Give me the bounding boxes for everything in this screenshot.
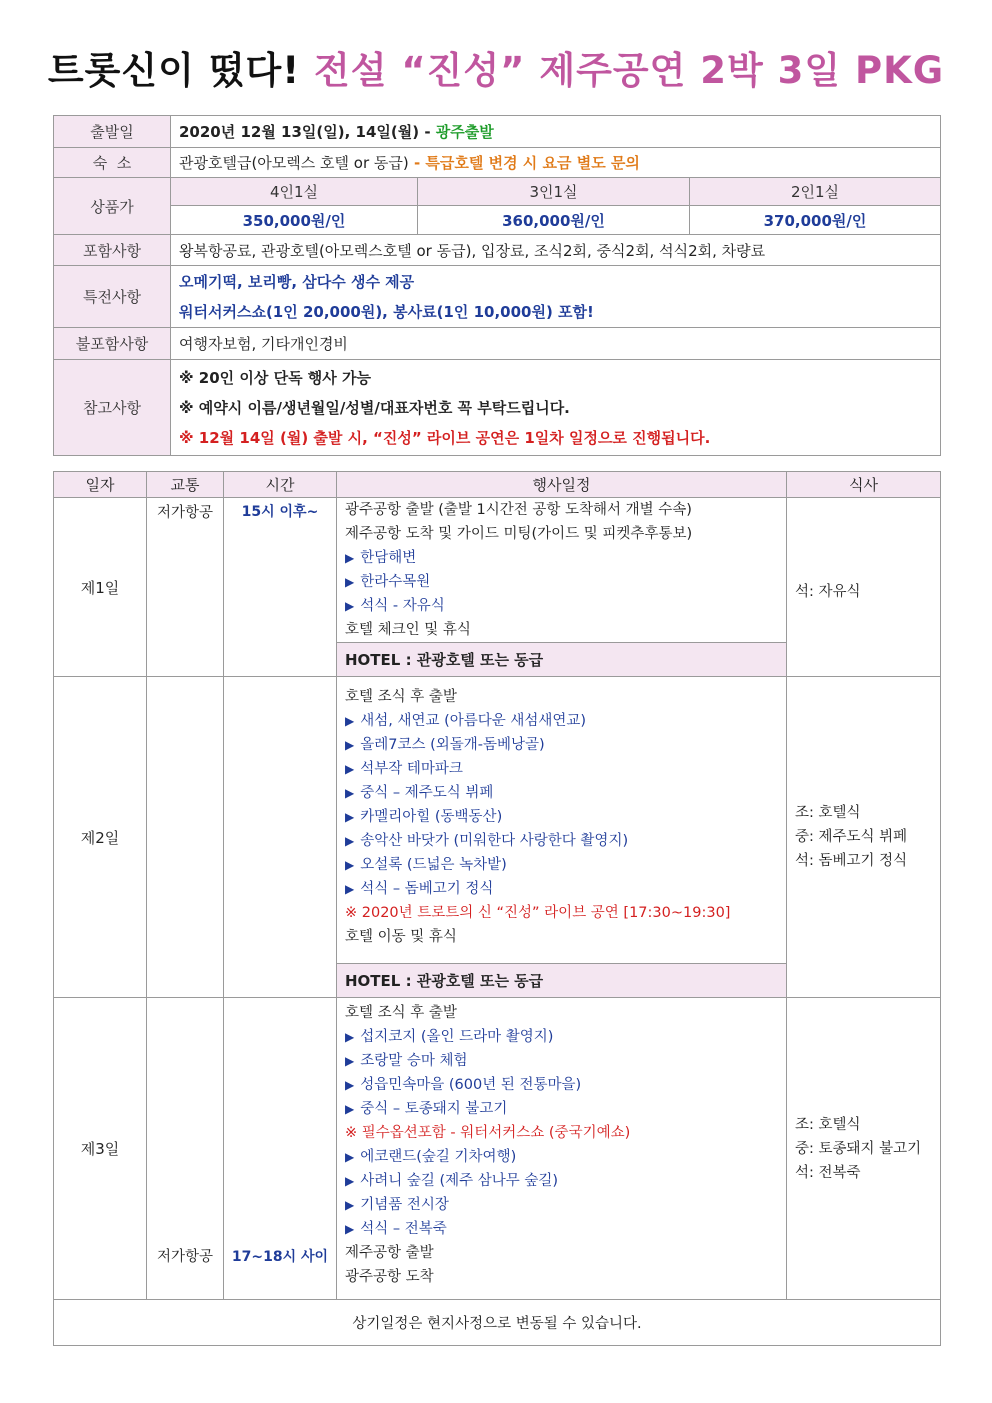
day3-meal-breakfast: 조: 호텔식 — [795, 1116, 861, 1133]
day2-item: 호텔 조식 후 출발 — [345, 689, 457, 705]
day2-hotel: HOTEL : 관광호텔 또는 동급 — [337, 964, 787, 998]
lodging-text: 관광호텔급(아모렉스 호텔 or 동급) — [179, 154, 409, 172]
day1-item: ▶ 한라수목원 — [345, 574, 431, 590]
departure-dates: 2020년 12월 13일(일), 14일(월) — [179, 123, 420, 141]
day2-item: ▶ 새섬, 새연교 (아름다운 새섬새연교) — [345, 713, 587, 729]
special-value — [171, 266, 941, 328]
day2-item: ▶ 석부작 테마파크 — [345, 761, 463, 777]
departure-label: 출발일 — [54, 116, 171, 148]
lodging-value — [171, 148, 941, 178]
day1-itinerary — [337, 498, 787, 643]
arrow-icon: ▶ — [345, 738, 355, 752]
day2-item: ▶ 석식 – 돔베고기 정식 — [345, 881, 494, 897]
day2-concert: ※ 2020년 트로트의 신 “진성” 라이브 공연 [17:30~19:30] — [345, 905, 731, 921]
title-sub: 전설 “진성” 제주공연 2박 3일 PKG — [314, 49, 945, 92]
header-time: 시간 — [224, 472, 337, 498]
price-value-2: 370,000원/인 — [690, 206, 941, 235]
arrow-icon: ▶ — [345, 1078, 355, 1092]
arrow-icon: ▶ — [345, 575, 355, 589]
day2-item: ▶ 올레7코스 (외돌개-돔베낭골) — [345, 737, 545, 753]
arrow-icon: ▶ — [345, 714, 355, 728]
itinerary-table — [53, 471, 941, 1346]
day2-meals — [787, 677, 941, 998]
arrow-icon: ▶ — [345, 1102, 355, 1116]
day3-label: 제3일 — [54, 998, 147, 1300]
day2-item: ▶ 오설록 (드넓은 녹차밭) — [345, 857, 507, 873]
day1-item: 제주공항 도착 및 가이드 미팅(가이드 및 피켓추후통보) — [345, 526, 693, 542]
day3-item: ▶ 사려니 숲길 (제주 삼나무 숲길) — [345, 1173, 559, 1189]
price-room-2: 2인1실 — [690, 178, 941, 206]
arrow-icon: ▶ — [345, 551, 355, 565]
day1-item: 호텔 체크인 및 휴식 — [345, 622, 471, 638]
notes-line-2: ※ 예약시 이름/생년월일/성별/대표자번호 꼭 부탁드립니다. — [179, 398, 570, 417]
day2-time — [224, 677, 337, 998]
day3-meal-dinner: 석: 전복죽 — [795, 1164, 861, 1181]
day3-transport: 저가항공 — [147, 998, 224, 1300]
departure-sep: - — [419, 123, 436, 141]
day2-label: 제2일 — [54, 677, 147, 998]
day3-item: ▶ 석식 – 전복죽 — [345, 1221, 447, 1237]
title-main: 트롯신이 떴다! — [47, 49, 301, 92]
header-transport: 교통 — [147, 472, 224, 498]
day1-hotel: HOTEL : 관광호텔 또는 동급 — [337, 643, 787, 677]
day1-item: ▶ 한담해변 — [345, 550, 417, 566]
day3-meals — [787, 998, 941, 1300]
price-room-4: 4인1실 — [171, 178, 418, 206]
special-label: 특전사항 — [54, 266, 171, 328]
day2-itinerary — [337, 677, 787, 964]
departure-value — [171, 116, 941, 148]
excluded-label: 불포함사항 — [54, 328, 171, 360]
arrow-icon: ▶ — [345, 834, 355, 848]
arrow-icon: ▶ — [345, 810, 355, 824]
day1-item: ▶ 석식 - 자유식 — [345, 598, 445, 614]
price-label: 상품가 — [54, 178, 171, 235]
day1-time: 15시 이후~ — [224, 498, 337, 677]
day2-item: ▶ 송악산 바닷가 (미워한다 사랑한다 촬영지) — [345, 833, 629, 849]
day2-item: 호텔 이동 및 휴식 — [345, 929, 457, 945]
special-line-2: 워터서커스쇼(1인 20,000원), 봉사료(1인 10,000원) 포함! — [179, 302, 594, 321]
day2-meal-dinner: 석: 돔베고기 정식 — [795, 853, 908, 869]
arrow-icon: ▶ — [345, 762, 355, 776]
day2-transport — [147, 677, 224, 998]
price-value-4: 350,000원/인 — [171, 206, 418, 235]
special-line-1: 오메기떡, 보리빵, 삼다수 생수 제공 — [179, 272, 415, 291]
header-itinerary: 행사일정 — [337, 472, 787, 498]
arrow-icon: ▶ — [345, 1222, 355, 1236]
arrow-icon: ▶ — [345, 1174, 355, 1188]
day3-item: 제주공항 출발 — [345, 1245, 434, 1261]
day3-item: ▶ 성읍민속마을 (600년 된 전통마을) — [345, 1077, 582, 1093]
day1-meals: 석: 자유식 — [787, 498, 941, 677]
schedule-footer-note: 상기일정은 현지사정으로 변동될 수 있습니다. — [54, 1300, 941, 1346]
page-title — [0, 40, 992, 94]
excluded-value: 여행자보험, 기타개인경비 — [171, 328, 941, 360]
arrow-icon: ▶ — [345, 1054, 355, 1068]
day3-item: 호텔 조식 후 출발 — [345, 1005, 457, 1021]
notes-line-1: ※ 20인 이상 단독 행사 가능 — [179, 368, 371, 387]
arrow-icon: ▶ — [345, 882, 355, 896]
day1-item: 광주공항 출발 (출발 1시간전 공항 도착해서 개별 수속) — [345, 502, 692, 518]
day3-item: ▶ 기념품 전시장 — [345, 1197, 449, 1213]
day1-label: 제1일 — [54, 498, 147, 677]
day3-item: ▶ 조랑말 승마 체험 — [345, 1053, 468, 1069]
header-meals: 식사 — [787, 472, 941, 498]
included-label: 포함사항 — [54, 235, 171, 266]
lodging-label: 숙 소 — [54, 148, 171, 178]
arrow-icon: ▶ — [345, 1150, 355, 1164]
day1-transport: 저가항공 — [147, 498, 224, 677]
day3-item: ▶ 에코랜드(숲길 기차여행) — [345, 1149, 517, 1165]
arrow-icon: ▶ — [345, 786, 355, 800]
arrow-icon: ▶ — [345, 858, 355, 872]
notes-line-3: ※ 12월 14일 (월) 출발 시, “진성” 라이브 공연은 1일차 일정으로 진행됩니다. — [179, 428, 711, 447]
day3-option: ※ 필수옵션포함 - 워터서커스쇼 (중국기예쇼) — [345, 1125, 631, 1141]
day3-item: ▶ 중식 – 토종돼지 불고기 — [345, 1101, 508, 1117]
day3-item: ▶ 섭지코지 (올인 드라마 촬영지) — [345, 1029, 554, 1045]
day2-item: ▶ 카멜리아힐 (동백동산) — [345, 809, 503, 825]
header-day: 일자 — [54, 472, 147, 498]
lodging-note: - 특급호텔 변경 시 요금 별도 문의 — [408, 154, 640, 172]
day3-meal-lunch: 중: 토종돼지 불고기 — [795, 1140, 922, 1157]
day2-meal-lunch: 중: 제주도식 뷔페 — [795, 829, 908, 845]
package-info-table — [53, 115, 941, 456]
day3-itinerary — [337, 998, 787, 1300]
day2-meal-breakfast: 조: 호텔식 — [795, 805, 861, 821]
arrow-icon: ▶ — [345, 1030, 355, 1044]
arrow-icon: ▶ — [345, 599, 355, 613]
day3-time: 17~18시 사이 — [224, 998, 337, 1300]
price-room-3: 3인1실 — [418, 178, 690, 206]
day3-item: 광주공항 도착 — [345, 1269, 434, 1285]
departure-city: 광주출발 — [435, 123, 494, 141]
notes-label: 참고사항 — [54, 360, 171, 456]
notes-value — [171, 360, 941, 456]
price-value-3: 360,000원/인 — [418, 206, 690, 235]
day2-item: ▶ 중식 – 제주도식 뷔페 — [345, 785, 494, 801]
arrow-icon: ▶ — [345, 1198, 355, 1212]
included-value: 왕복항공료, 관광호텔(아모렉스호텔 or 동급), 입장료, 조식2회, 중식2회, 석식2회, 차량료 — [171, 235, 941, 266]
